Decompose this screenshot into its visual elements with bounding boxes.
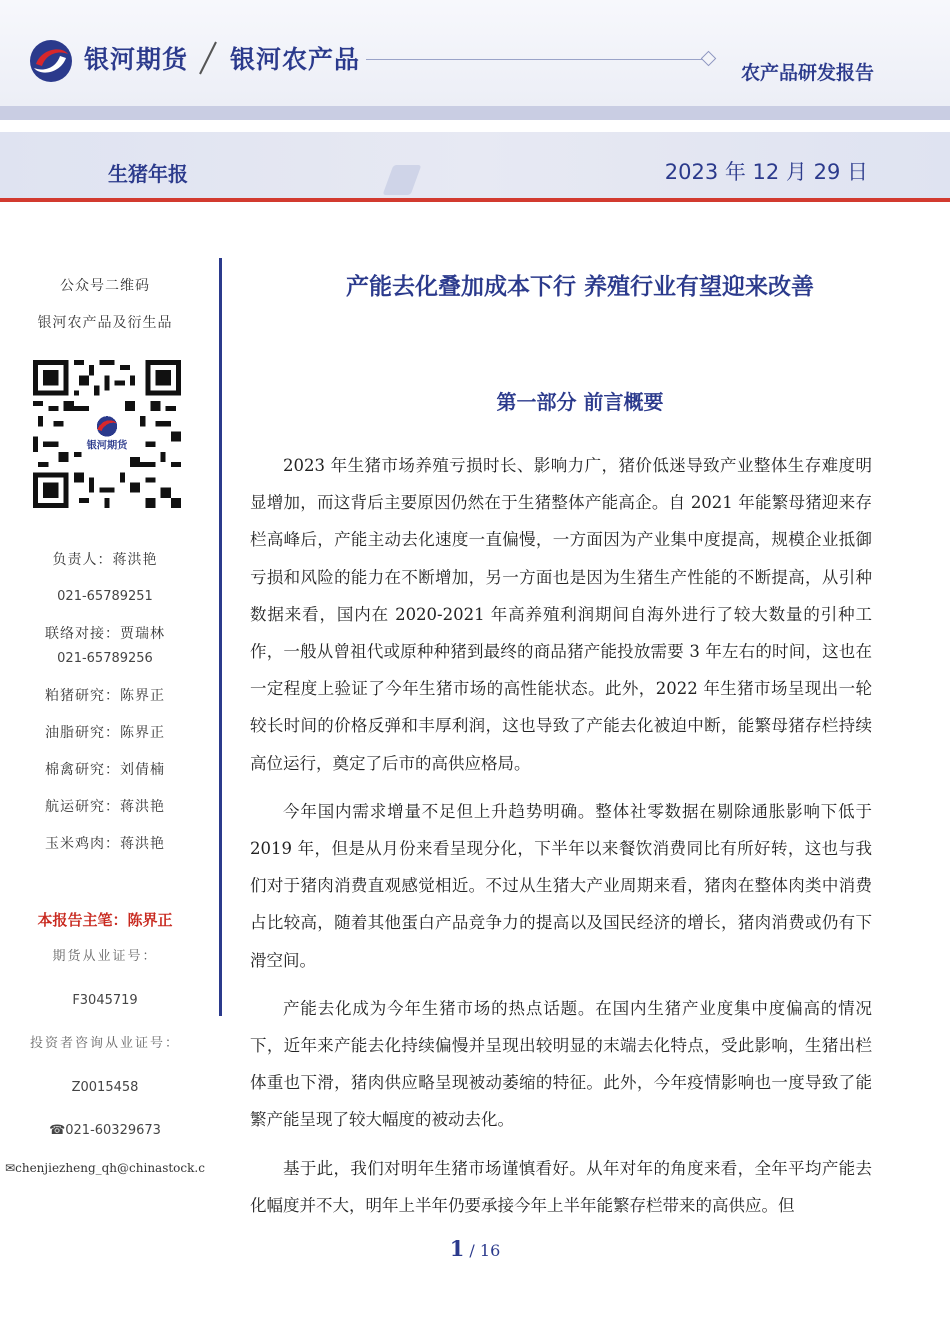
brand-sub-name: 银河农产品	[230, 45, 361, 74]
phone: ☎021-60329673	[49, 1123, 161, 1138]
qr-logo-text: 银河期货	[86, 440, 128, 452]
header-band-red-rule	[0, 198, 950, 202]
page-current: 1	[449, 1236, 465, 1261]
qr-caption-1: 公众号二维码	[60, 278, 150, 294]
contact-corn-chicken: 玉米鸡肉：蒋洪艳	[45, 836, 165, 852]
contact-oils: 油脂研究：陈界正	[45, 725, 165, 741]
page-total: 16	[479, 1241, 501, 1260]
email: ✉chenjiezheng_qh@chinastock.c	[5, 1161, 205, 1175]
author: 本报告主笔：陈界正	[37, 911, 173, 929]
page-number	[0, 1236, 950, 1261]
consult-number: Z0015458	[71, 1080, 139, 1095]
contact-shipping: 航运研究：蒋洪艳	[45, 799, 165, 815]
qr-caption-2: 银河农产品及衍生品	[37, 315, 173, 331]
report-type: 农产品研发报告	[740, 62, 874, 84]
report-header	[0, 0, 950, 106]
sidebar-divider	[219, 258, 222, 1016]
paragraph: 基于此，我们对明年生猪市场谨慎看好。从年对年的角度来看，全年平均产能去化幅度并不大，明年上半年仍要承接今年上半年能繁存栏带来的高供应。但	[250, 1158, 872, 1215]
consult-label: 投资者咨询从业证号：	[29, 1036, 180, 1051]
license-number: F3045719	[72, 993, 138, 1008]
contact-meal-hog: 粕猪研究：陈界正	[45, 688, 165, 704]
diamond-icon	[701, 51, 717, 67]
contact-liaison: 联络对接：贾瑞林	[45, 626, 165, 642]
paragraph: 今年国内需求增量不足但上升趋势明确。整体社零数据在剔除通胀影响下低于 2019 年，但是从月份来看呈现分化，下半年以来餐饮消费同比有所好转，这也与我们对于猪肉消费直观感觉相近。不过从生猪大产业周期来看，猪肉在整体肉类中消费占比较高，随着其他蛋白产品竞争力的提高以及国民经济的增长，猪肉消费或仍有下滑空间。	[250, 801, 872, 970]
license-label: 期货从业证号：	[52, 949, 158, 964]
report-title: 产能去化叠加成本下行 养殖行业有望迎来改善	[345, 274, 814, 300]
report-category: 生猪年报	[108, 162, 188, 186]
section-heading: 第一部分 前言概要	[496, 390, 664, 414]
paragraph: 产能去化成为今年生猪市场的热点话题。在国内生猪产业度集中度偏高的情况下，近年来产能去化持续偏慢并呈现出较明显的末端去化特点，受此影响，生猪出栏体重也下滑，猪肉供应略呈现被动萎缩的特征。此外，今年疫情影响也一度导致了能繁产能呈现了较大幅度的被动去化。	[250, 998, 872, 1130]
page-separator: /	[464, 1241, 480, 1260]
contact-cotton-poultry: 棉禽研究：刘倩楠	[45, 762, 165, 778]
qr-code-icon	[33, 360, 181, 508]
contact-liaison-phone: 021-65789256	[57, 651, 153, 666]
brand-divider	[196, 40, 218, 76]
brand-name: 银河期货	[84, 45, 189, 74]
report-body	[250, 447, 872, 1235]
report-date: 2023 年 12 月 29 日	[664, 160, 868, 184]
galaxy-logo-icon	[28, 38, 74, 84]
contact-lead: 负责人：蒋洪艳	[52, 552, 158, 568]
header-rule	[366, 59, 706, 60]
paragraph: 2023 年生猪市场养殖亏损时长、影响力广，猪价低迷导致产业整体生存难度明显增加，而这背后主要原因仍然在于生猪整体产能高企。自 2021 年能繁母猪迎来存栏高峰后，产能主动去化速度一直偏慢，一方面因为产业集中度提高，规模企业抵御亏损和风险的能力在不断增加，另一方面也是因为生猪生产性能的不断提高，从引种数据来看，国内在 2020-2021 年高养殖利润期间自海外进行了较大数量的引种工作，一般从曾祖代或原种种猪到最终的商品猪产能投放需要 3 年左右的时间，这也在一定程度上验证了今年生猪市场的高性能状态。此外，2022 年生猪市场呈现出一轮较长时间的价格反弹和丰厚利润，这也导致了产能去化被迫中断，能繁母猪存栏持续高位运行，奠定了后市的高供应格局。	[250, 456, 872, 773]
contact-lead-phone: 021-65789251	[57, 589, 153, 604]
header-band-light	[0, 106, 950, 120]
